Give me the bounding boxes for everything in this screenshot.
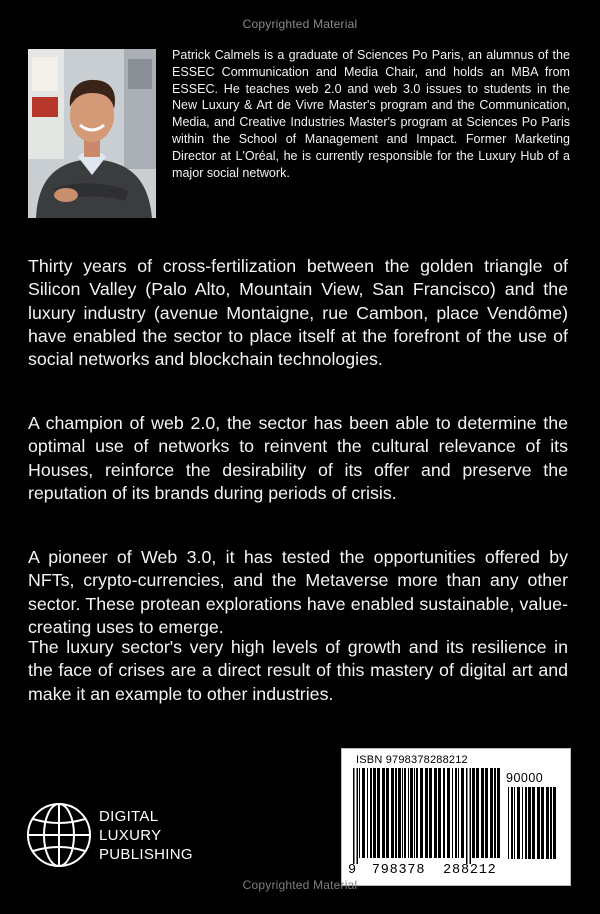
publisher-line-1: DIGITAL — [99, 807, 159, 825]
barcode-bar — [408, 768, 409, 858]
barcode-bar — [528, 787, 531, 859]
blurb-paragraph-3: A pioneer of Web 3.0, it has tested the opportunities offered by NFTs, crypto-currencies, and the Metaverse more than any other sector. These protean explorations have enabled sustainable, value-creating uses to emerge. — [28, 547, 568, 637]
barcode-bar — [517, 787, 520, 859]
barcode-bar — [362, 768, 365, 858]
barcode-bar — [550, 787, 552, 859]
barcode-bar — [476, 768, 479, 858]
barcode-bar — [353, 768, 355, 864]
price-addon-bars — [507, 787, 559, 862]
barcode-bar — [410, 768, 413, 858]
barcode-bar — [416, 768, 418, 858]
barcode-bar — [391, 768, 394, 858]
barcode-bar — [414, 768, 415, 858]
publisher-line-3: PUBLISHING — [99, 845, 193, 863]
barcode-bar — [404, 768, 406, 858]
barcode-bar — [497, 768, 500, 858]
barcode-bar — [429, 768, 432, 858]
barcode-bar — [370, 768, 372, 858]
barcode-bar — [455, 768, 457, 858]
barcode-bar — [514, 787, 515, 859]
author-bio: Patrick Calmels is a graduate of Sciences Po Paris, an alumnus of the ESSEC Communication and Media Chair, and holds an MBA from ESSEC. He teaches web 2.0 and web 3.0 issues to students in the New Luxury & Art de Vivre Master's program and the Communication, Media, and Creative Industries Master's program at Sciences Po Paris within the School of Management and Impact. Former Marketing Director at L'Oréal, he is currently responsible for the Luxury Hub of a major social network. — [172, 48, 570, 180]
barcode-bar — [472, 768, 475, 858]
blurb-paragraph-2: A champion of web 2.0, the sector has been able to determine the optimal use of networks to reinvent the cultural relevance of its Houses, reinforce the desirability of its offer and preserve the reputation of its brands during periods of crisis. — [28, 413, 568, 503]
barcode-bar — [508, 787, 509, 859]
barcode-bar — [386, 768, 389, 858]
isbn-digits-group1: 798378 — [371, 863, 426, 878]
barcode-bar — [494, 768, 496, 858]
isbn-barcode — [341, 748, 571, 886]
publisher-line-2: LUXURY — [99, 826, 162, 844]
barcode-bar — [466, 768, 468, 864]
barcode-bar — [357, 768, 359, 864]
barcode-bar — [438, 768, 441, 858]
isbn-digits-prefix: 9 — [348, 863, 357, 878]
barcode-bar — [537, 787, 540, 859]
barcode-bar — [402, 768, 403, 858]
barcode-bar — [452, 768, 453, 858]
barcode-bar — [532, 787, 535, 859]
copyright-watermark-bottom: Copyrighted Material — [242, 878, 358, 892]
barcode-bar — [553, 787, 556, 859]
blurb-paragraph-1: Thirty years of cross-fertilization between the golden triangle of Silicon Valley (Palo Alto, Mountain View, San Francisco) and the luxury industry (avenue Montaigne, rue Cambon, place Vendôme) have enabled the sector to place itself at the forefront of the use of social networks and blockchain technologies. — [28, 256, 568, 370]
isbn-label: ISBN 9798378288212 — [356, 754, 468, 766]
globe-icon — [26, 802, 92, 868]
author-portrait-icon — [28, 49, 156, 218]
barcode-bar — [470, 768, 472, 864]
barcode-bar — [434, 768, 437, 858]
ean13-bars — [352, 768, 500, 866]
barcode-bar — [420, 768, 423, 858]
barcode-bar — [525, 787, 527, 859]
barcode-bar — [443, 768, 445, 858]
barcode-bar — [359, 768, 360, 858]
price-code: 90000 — [506, 771, 544, 785]
author-photo — [28, 49, 156, 218]
barcode-bar — [522, 787, 523, 859]
barcode-bar — [481, 768, 484, 858]
barcode-bar — [395, 768, 397, 858]
copyright-watermark-top: Copyrighted Material — [242, 17, 358, 31]
barcode-bar — [367, 768, 368, 858]
barcode-bar — [490, 768, 493, 858]
barcode-bar — [461, 768, 464, 858]
barcode-bar — [377, 768, 380, 858]
barcode-bar — [541, 787, 544, 859]
barcode-bar — [458, 768, 459, 858]
blurb-paragraph-4: The luxury sector's very high levels of growth and its resilience in the face of crises are a direct result of this mastery of digital art and make it an example to other industries. — [28, 637, 568, 704]
barcode-bar — [373, 768, 376, 858]
isbn-digits-group2: 288212 — [443, 863, 497, 878]
barcode-bar — [485, 768, 488, 858]
isbn-digits — [348, 863, 497, 878]
barcode-bar — [398, 768, 401, 858]
barcode-bar — [425, 768, 428, 858]
publisher-name — [99, 807, 193, 864]
barcode-bar — [382, 768, 385, 858]
barcode-bar — [511, 787, 513, 859]
barcode-bar — [546, 787, 549, 859]
barcode-bar — [447, 768, 450, 858]
publisher-logo-block — [26, 802, 193, 868]
